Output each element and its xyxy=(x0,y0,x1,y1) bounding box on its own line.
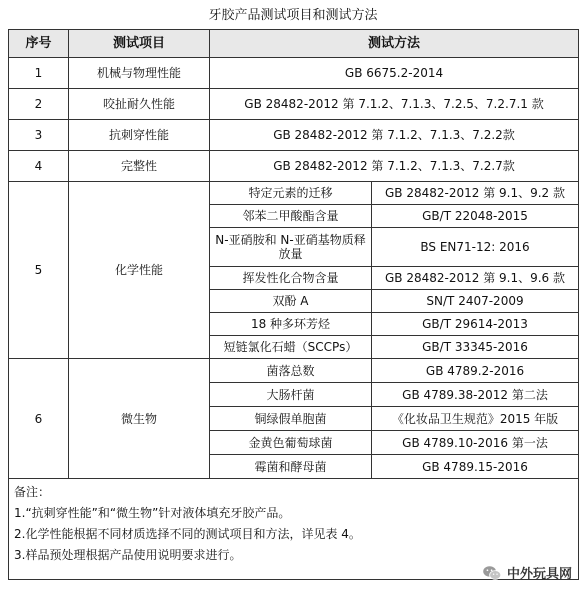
micro-sub-method: GB 4789.38-2012 第二法 xyxy=(372,383,579,407)
micro-sub-name: 菌落总数 xyxy=(210,359,372,383)
chem-sub-method: GB/T 33345-2016 xyxy=(372,336,579,359)
micro-sub-name: 铜绿假单胞菌 xyxy=(210,407,372,431)
header-no: 序号 xyxy=(9,30,69,58)
micro-sub-method: GB 4789.15-2016 xyxy=(372,455,579,479)
micro-sub-method: 《化妆品卫生规范》2015 年版 xyxy=(372,407,579,431)
chem-sub-method: SN/T 2407-2009 xyxy=(372,290,579,313)
chem-sub-name: 18 种多环芳烃 xyxy=(210,313,372,336)
micro-sub-name: 金黄色葡萄球菌 xyxy=(210,431,372,455)
table-title: 牙胶产品测试项目和测试方法 xyxy=(208,8,378,23)
row-no: 3 xyxy=(9,120,69,151)
note-line: 1.“抗刺穿性能”和“微生物”针对液体填充牙胶产品。 xyxy=(14,506,291,520)
table-row xyxy=(9,359,579,383)
micro-no: 6 xyxy=(9,359,69,479)
header-method: 测试方法 xyxy=(210,30,579,58)
row-item: 机械与物理性能 xyxy=(69,58,210,89)
chem-sub-name: 特定元素的迁移 xyxy=(210,182,372,205)
chem-sub-name: N-亚硝胺和 N-亚硝基物质释放量 xyxy=(210,228,372,267)
row-method: GB 6675.2-2014 xyxy=(210,58,579,89)
chem-sub-method: BS EN71-12: 2016 xyxy=(372,228,579,267)
chem-sub-name: 短链氯化石蜡（SCCPs） xyxy=(210,336,372,359)
note-line: 2.化学性能根据不同材质选择不同的测试项目和方法，详见表 4。 xyxy=(14,527,361,541)
micro-sub-method: GB 4789.10-2016 第一法 xyxy=(372,431,579,455)
row-no: 4 xyxy=(9,151,69,182)
row-item: 咬扯耐久性能 xyxy=(69,89,210,120)
watermark xyxy=(482,563,572,582)
test-methods-table xyxy=(8,29,579,580)
chem-sub-method: GB 28482-2012 第 9.1、9.2 款 xyxy=(372,182,579,205)
row-item: 抗刺穿性能 xyxy=(69,120,210,151)
table-row xyxy=(9,58,579,89)
header-row xyxy=(9,30,579,58)
micro-sub-name: 霉菌和酵母菌 xyxy=(210,455,372,479)
table-row xyxy=(9,89,579,120)
micro-sub-name: 大肠杆菌 xyxy=(210,383,372,407)
chem-sub-name: 邻苯二甲酸酯含量 xyxy=(210,205,372,228)
chem-sub-name: 挥发性化合物含量 xyxy=(210,267,372,290)
table-row xyxy=(9,151,579,182)
chem-sub-method: GB/T 29614-2013 xyxy=(372,313,579,336)
row-item: 完整性 xyxy=(69,151,210,182)
micro-item: 微生物 xyxy=(69,359,210,479)
row-no: 1 xyxy=(9,58,69,89)
note-line: 3.样品预处理根据产品使用说明要求进行。 xyxy=(14,548,242,562)
watermark-text: 中外玩具网 xyxy=(506,567,572,582)
header-item: 测试项目 xyxy=(69,30,210,58)
wechat-icon xyxy=(482,565,502,581)
row-method: GB 28482-2012 第 7.1.2、7.1.3、7.2.5、7.2.7.1 款 xyxy=(210,89,579,120)
chem-sub-method: GB 28482-2012 第 9.1、9.6 款 xyxy=(372,267,579,290)
table-row xyxy=(9,182,579,205)
notes-label: 备注： xyxy=(14,485,51,499)
chem-sub-name: 双酚 A xyxy=(210,290,372,313)
row-no: 2 xyxy=(9,89,69,120)
table-row xyxy=(9,120,579,151)
chem-sub-method: GB/T 22048-2015 xyxy=(372,205,579,228)
micro-sub-method: GB 4789.2-2016 xyxy=(372,359,579,383)
row-method: GB 28482-2012 第 7.1.2、7.1.3、7.2.2款 xyxy=(210,120,579,151)
chem-item: 化学性能 xyxy=(69,182,210,359)
chem-no: 5 xyxy=(9,182,69,359)
row-method: GB 28482-2012 第 7.1.2、7.1.3、7.2.7款 xyxy=(210,151,579,182)
